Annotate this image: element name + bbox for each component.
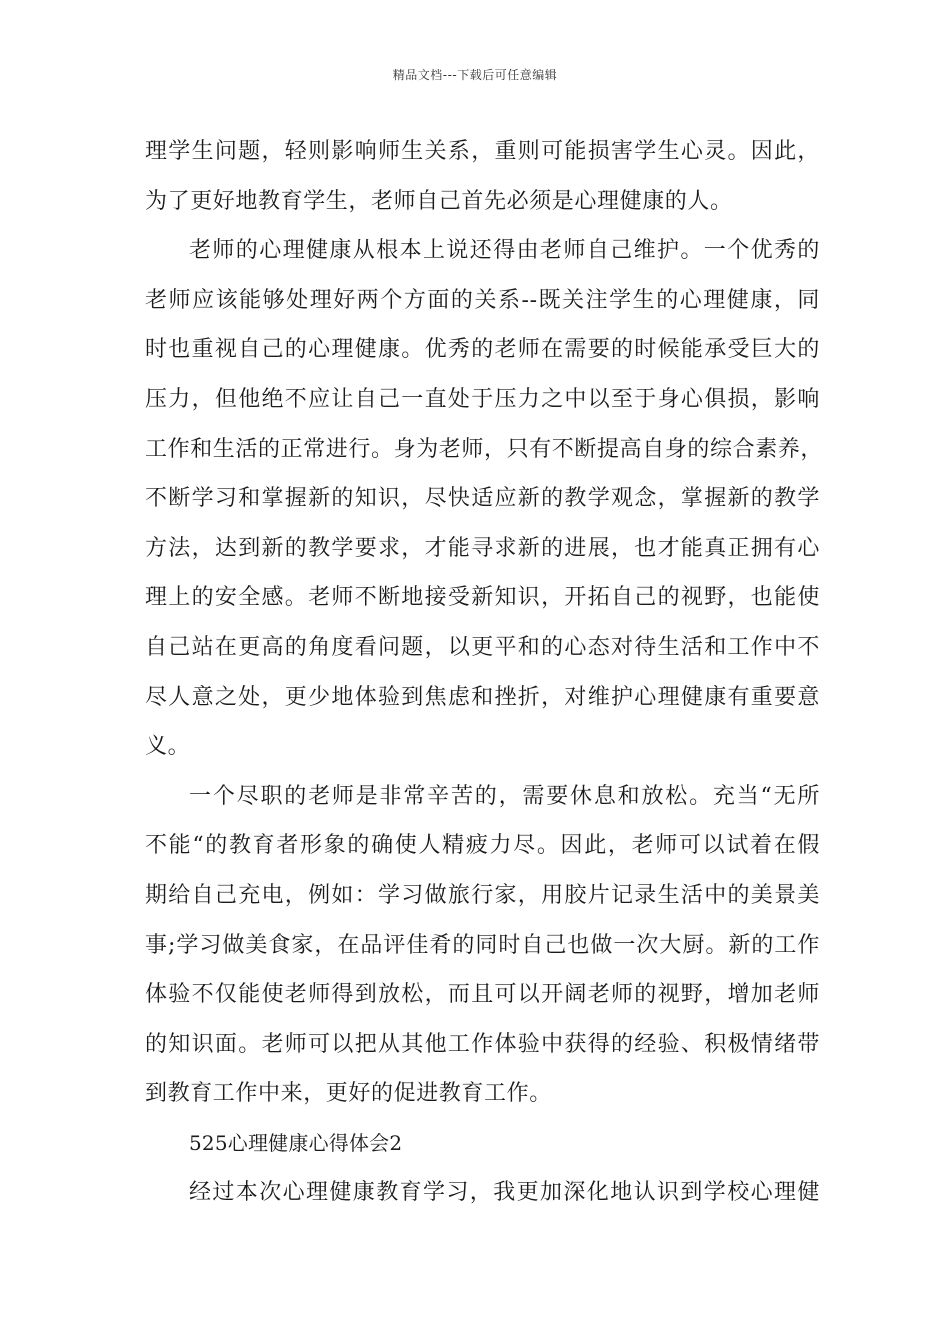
text-line: 老师的心理健康从根本上说还得由老师自己维护。一个优秀的 bbox=[189, 238, 820, 264]
text-line: 尽人意之处，更少地体验到焦虑和挫折，对维护心理健康有重要意 bbox=[145, 684, 820, 710]
text-line: 理上的安全感。老师不断地接受新知识，开拓自己的视野，也能使 bbox=[145, 585, 820, 611]
text-line: 老师应该能够处理好两个方面的关系--既关注学生的心理健康，同 bbox=[145, 287, 820, 313]
text-line: 的知识面。老师可以把从其他工作体验中获得的经验、积极情绪带 bbox=[145, 1031, 820, 1057]
text-line: 体验不仅能使老师得到放松，而且可以开阔老师的视野，增加老师 bbox=[145, 982, 820, 1008]
text-line: 工作和生活的正常进行。身为老师，只有不断提高自身的综合素养， bbox=[145, 436, 824, 462]
text-line: 时也重视自己的心理健康。优秀的老师在需要的时候能承受巨大的 bbox=[145, 337, 820, 363]
text-line: 自己站在更高的角度看问题，以更平和的心态对待生活和工作中不 bbox=[145, 634, 820, 660]
text-line: 不能“的教育者形象的确使人精疲力尽。因此，老师可以试着在假 bbox=[145, 833, 820, 859]
text-line: 到教育工作中来，更好的促进教育工作。 bbox=[145, 1081, 552, 1107]
text-line: 理学生问题，轻则影响师生关系，重则可能损害学生心灵。因此， bbox=[145, 139, 820, 164]
page-header: 精品文档---下载后可任意编辑 bbox=[392, 68, 558, 82]
text-line: 为了更好地教育学生，老师自己首先必须是心理健康的人。 bbox=[145, 188, 733, 214]
document-body bbox=[145, 127, 824, 1218]
text-line: 压力，但他绝不应让自己一直处于压力之中以至于身心俱损，影响 bbox=[145, 386, 820, 412]
section-heading: 525心理健康心得体会2 bbox=[189, 1130, 403, 1155]
text-line: 期给自己充电，例如：学习做旅行家，用胶片记录生活中的美景美 bbox=[145, 882, 820, 908]
text-line: 经过本次心理健康教育学习，我更加深化地认识到学校心理健 bbox=[189, 1180, 820, 1206]
text-line: 不断学习和掌握新的知识，尽快适应新的教学观念，掌握新的教学 bbox=[145, 486, 820, 512]
text-line: 方法，达到新的教学要求，才能寻求新的进展，也才能真正拥有心 bbox=[145, 535, 820, 561]
text-line: 一个尽职的老师是非常辛苦的，需要休息和放松。充当“无所 bbox=[189, 783, 820, 809]
text-line: 义。 bbox=[145, 734, 191, 760]
text-line: 事;学习做美食家，在品评佳肴的同时自己也做一次大厨。新的工作 bbox=[145, 932, 820, 958]
